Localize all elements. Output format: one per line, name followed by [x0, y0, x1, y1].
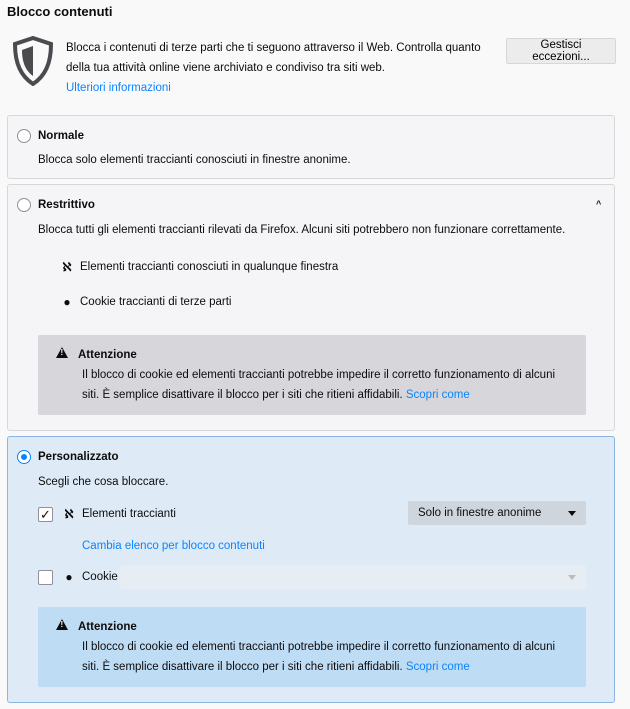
- intro-description: Blocca i contenuti di terze parti che ti seguono attraverso il Web. Controlla quanto della tua attività online viene archiviato e condiviso tra siti web.: [66, 42, 481, 74]
- warning-icon: [56, 347, 68, 358]
- custom-learn-how-link[interactable]: Scopri come: [405, 661, 470, 673]
- trackers-scope-value: Solo in finestre anonime: [418, 507, 542, 519]
- normal-option-card[interactable]: [7, 115, 615, 179]
- intro-text-block: [66, 38, 506, 98]
- strict-label: Restrittivo: [38, 199, 95, 211]
- normal-label: Normale: [38, 130, 85, 142]
- trackers-checkbox[interactable]: ✓: [38, 507, 53, 522]
- dropdown-arrow-icon: [568, 511, 576, 516]
- custom-warning-box: [38, 607, 586, 687]
- tracker-icon: ℵ: [64, 507, 74, 521]
- section-title: Blocco contenuti: [7, 4, 113, 19]
- feature-cookies: [60, 295, 231, 309]
- custom-warning-title: Attenzione: [78, 621, 137, 633]
- change-blocklist-link[interactable]: Cambia elenco per blocco contenuti: [82, 540, 265, 552]
- cookies-checkbox[interactable]: [38, 570, 53, 585]
- shield-icon: [12, 36, 54, 86]
- custom-warning-text: Il blocco di cookie ed elementi traccianti potrebbe impedire il corretto funzionamento di alcuni siti. È semplice disattivare il blocco per i siti che ritieni affidabili.: [82, 641, 556, 673]
- manage-exceptions-label: Gestisci eccezioni...: [532, 39, 590, 63]
- strict-warning-title: Attenzione: [78, 349, 137, 361]
- cookie-icon: ●: [65, 570, 73, 584]
- manage-exceptions-button[interactable]: [506, 38, 616, 64]
- custom-description: Scegli che cosa bloccare.: [38, 476, 169, 488]
- learn-more-link[interactable]: Ulteriori informazioni: [66, 82, 171, 94]
- tracker-icon: ℵ: [62, 260, 72, 274]
- collapse-chevron-icon[interactable]: ^: [596, 199, 602, 209]
- feature-trackers-label: Elementi traccianti conosciuti in qualunque finestra: [80, 261, 339, 273]
- strict-option-card[interactable]: [7, 184, 615, 431]
- dropdown-arrow-icon: [568, 575, 576, 580]
- normal-description: Blocca solo elementi traccianti conosciuti in finestre anonime.: [38, 154, 351, 166]
- strict-warning-box: [38, 335, 586, 415]
- feature-cookies-label: Cookie traccianti di terze parti: [80, 296, 232, 308]
- feature-trackers: [60, 260, 338, 274]
- trackers-label: Elementi traccianti: [82, 508, 176, 520]
- custom-radio[interactable]: [17, 450, 31, 464]
- cookies-label: Cookie: [82, 571, 118, 583]
- trackers-scope-select[interactable]: [408, 501, 586, 525]
- warning-icon: [56, 619, 68, 630]
- strict-radio[interactable]: [17, 198, 31, 212]
- strict-description: Blocca tutti gli elementi traccianti rilevati da Firefox. Alcuni siti potrebbero non funzionare correttamente.: [38, 224, 566, 236]
- cookies-type-select[interactable]: [120, 565, 586, 589]
- custom-label: Personalizzato: [38, 451, 119, 463]
- strict-learn-how-link[interactable]: Scopri come: [405, 389, 470, 401]
- custom-option-card[interactable]: [7, 436, 615, 703]
- cookie-icon: ●: [63, 295, 71, 309]
- normal-radio[interactable]: [17, 129, 31, 143]
- strict-warning-text: Il blocco di cookie ed elementi traccianti potrebbe impedire il corretto funzionamento di alcuni siti. È semplice disattivare il blocco per i siti che ritieni affidabili.: [82, 369, 556, 401]
